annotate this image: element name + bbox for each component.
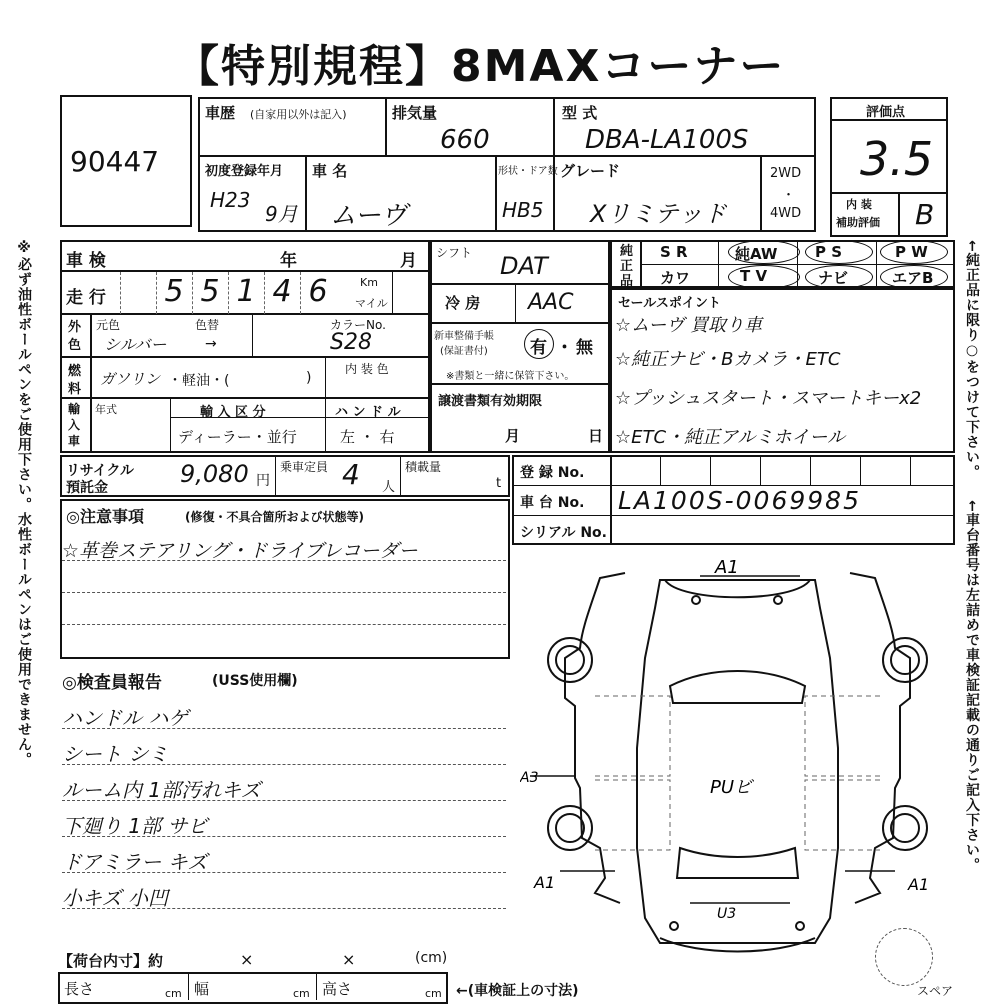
maintenance-label: 新車整備手帳	[434, 331, 494, 342]
drive-4wd: 4WD	[770, 206, 802, 221]
cargo-width: 幅	[194, 980, 210, 998]
sales-point-item: ☆純正ナビ・Bカメラ・ETC	[615, 349, 841, 370]
genuine-circle	[728, 240, 800, 264]
color-change-label: 色替	[195, 318, 220, 332]
cargo-note: ←(車検証上の寸法)	[456, 983, 579, 999]
handle-options: 左 ・ 右	[340, 428, 395, 446]
genuine-item: 純AW	[735, 245, 778, 263]
maintenance-sub: (保証書付)	[440, 346, 488, 357]
capacity-label: 乗車定員	[280, 460, 329, 474]
model-year-label: 年式	[95, 403, 117, 416]
grade-value: Xリミテッド	[590, 200, 727, 228]
color-change-value: →	[205, 336, 217, 352]
inspector-line: 下廻り 1部 サビ	[62, 814, 208, 838]
fuel-close: )	[306, 370, 312, 386]
registration-label: 登 録 No.	[520, 465, 585, 481]
odometer-digit: 4	[272, 274, 292, 309]
cargo-cm: cm	[425, 987, 442, 1000]
odometer-digit: 6	[308, 274, 328, 309]
fuel-label-2: 料	[68, 382, 82, 397]
inspection-year: 年	[280, 251, 297, 271]
original-color-value: シルバー	[104, 335, 167, 354]
inspector-line: 小キズ 小凹	[62, 886, 168, 910]
first-registration-era: H23	[210, 188, 251, 212]
displacement-label: 排気量	[392, 104, 438, 122]
exterior-label-1: 外	[68, 320, 82, 335]
interior-color-label: 内 装 色	[345, 362, 389, 376]
fuel-gasoline: ガソリン	[100, 370, 161, 388]
aircon-value: AAC	[528, 290, 574, 315]
import-type-options: ディーラー・並行	[178, 428, 297, 446]
first-registration-label: 初度登録年月	[205, 164, 284, 179]
history-label: 車歴	[205, 104, 236, 122]
load-unit: t	[496, 476, 502, 491]
car-name-value: ムーヴ	[330, 201, 407, 231]
grade-label: グレード	[560, 162, 621, 180]
exterior-label-2: 色	[68, 338, 82, 353]
cargo-cm: cm	[293, 987, 310, 1000]
cargo-x: ×	[240, 950, 254, 969]
inspector-line: ドアミラー キズ	[62, 850, 208, 874]
spare-tire	[875, 928, 933, 986]
drive-dot: ・	[782, 188, 796, 203]
transfer-day: 日	[588, 427, 604, 445]
notes-label: ◎注意事項	[66, 507, 144, 526]
mileage-label: 走 行	[66, 288, 106, 308]
chassis-value: LA100S-0069985	[618, 486, 861, 515]
inspection-label: 車 検	[66, 251, 106, 271]
model-value: DBA-LA100S	[585, 125, 749, 155]
history-note: (自家用以外は記入)	[250, 108, 347, 121]
genuine-label-1: 純	[620, 244, 634, 259]
evaluation-label: 評価点	[866, 105, 906, 120]
genuine-item: P S	[815, 243, 843, 261]
aircon-label: 冷 房	[445, 294, 481, 312]
diagram-label-a1-top: A1	[715, 557, 739, 578]
inspection-month: 月	[400, 251, 417, 271]
transfer-label: 譲渡書類有効期限	[438, 394, 543, 409]
handle-label: ハ ン ド ル	[335, 405, 401, 420]
diagram-label-a3: A3	[520, 770, 539, 786]
interior-sub-label: 補助評価	[836, 216, 880, 229]
odometer-digit: 5	[164, 274, 184, 309]
fuel-label-1: 燃	[68, 364, 82, 379]
load-label: 積載量	[405, 460, 442, 474]
genuine-circle	[880, 265, 948, 289]
diagram-label-roof: PUビ	[710, 777, 753, 798]
color-code-value: S28	[330, 330, 372, 355]
cargo-dimensions	[58, 972, 448, 1004]
genuine-label-3: 品	[620, 274, 634, 289]
shift-value: DAT	[500, 252, 548, 280]
capacity-value: 4	[342, 458, 360, 491]
notes-sub: (修復・不具合箇所および状態等)	[185, 510, 364, 524]
import-label-3: 車	[68, 434, 81, 448]
evaluation-score: 3.5	[860, 132, 934, 186]
diagram-label-a1-left: A1	[534, 873, 556, 892]
inspector-line: ハンドル ハゲ	[62, 706, 189, 730]
inspector-line: シート シミ	[62, 742, 169, 766]
cargo-height: 高さ	[322, 980, 353, 998]
genuine-circle	[805, 240, 873, 264]
genuine-item: ナビ	[818, 269, 849, 287]
page-title: 【特別規程】8MAXコーナー	[175, 41, 786, 92]
sales-point-item: ☆ETC・純正アルミホイール	[615, 427, 845, 448]
inspector-label: ◎検査員報告	[62, 673, 162, 693]
capacity-unit: 人	[382, 480, 396, 495]
recycle-label-1: リサイクル	[66, 463, 135, 479]
maintenance-no: 無	[576, 338, 593, 358]
interior-label: 内 装	[846, 198, 872, 211]
shift-label: シフト	[436, 246, 473, 260]
interior-grade: B	[915, 198, 935, 231]
shape-value: HB5	[502, 198, 544, 222]
chassis-label: 車 台 No.	[520, 495, 585, 511]
left-side-note: ※必ず油性ボールペンをご使用下さい。水性ボールペンはご使用できません。	[16, 240, 32, 767]
genuine-item: S R	[660, 243, 688, 261]
odometer	[120, 272, 345, 314]
import-type-label: 輸 入 区 分	[200, 405, 266, 420]
mileage-unit-km: Km	[360, 276, 378, 289]
genuine-circle	[805, 265, 873, 289]
genuine-item: カワ	[660, 269, 691, 287]
maintenance-sep: ・	[556, 338, 573, 358]
genuine-item: T V	[740, 267, 768, 285]
spare-label: スペア	[917, 984, 954, 998]
inspector-sub: (USS使用欄)	[212, 673, 298, 689]
genuine-circle	[880, 240, 948, 264]
model-label: 型 式	[562, 104, 598, 122]
genuine-item: エアB	[892, 269, 934, 287]
import-label-1: 輸	[68, 402, 81, 416]
genuine-circle	[728, 265, 800, 289]
cargo-length: 長さ	[64, 980, 95, 998]
odometer-digit: 1	[236, 274, 256, 309]
genuine-item: P W	[895, 243, 928, 261]
right-side-note-chassis: ←車台番号は左詰めで車検証記載の通りご記入下さい。	[964, 500, 980, 873]
original-color-label: 元色	[96, 318, 121, 332]
recycle-value: 9,080	[180, 460, 249, 488]
sales-points-label: セールスポイント	[618, 296, 721, 311]
car-damage-diagram	[520, 548, 955, 960]
car-name-label: 車 名	[312, 162, 348, 180]
genuine-label-2: 正	[620, 259, 634, 274]
cargo-x: ×	[342, 950, 356, 969]
first-registration-month: 9月	[265, 202, 298, 226]
color-code-label: カラーNo.	[330, 318, 386, 332]
displacement-value: 660	[440, 125, 490, 155]
cargo-cm: cm	[165, 987, 182, 1000]
sales-point-item: ☆プッシュスタート・スマートキーx2	[615, 388, 922, 409]
recycle-unit: 円	[256, 473, 270, 489]
fuel-options: ・軽油・(	[168, 373, 230, 389]
diagram-label-u3: U3	[717, 906, 737, 922]
cargo-label: 【荷台内寸】約	[58, 952, 164, 970]
transfer-month: 月	[505, 427, 521, 445]
import-label-2: 入	[68, 418, 81, 432]
lot-number: 90447	[70, 145, 160, 178]
serial-label: シリアル No.	[520, 525, 607, 541]
notes-text: ☆革巻ステアリング・ドライブレコーダー	[62, 540, 418, 562]
mileage-unit-mile: マイル	[355, 297, 388, 310]
right-side-note-genuine: ←純正品に限り○をつけて下さい。	[964, 240, 980, 480]
maintenance-note: ※書類と一緒に保管下さい。	[446, 371, 575, 382]
maintenance-yes: 有	[530, 338, 547, 358]
sales-point-item: ☆ムーヴ 買取り車	[615, 315, 762, 336]
drive-2wd: 2WD	[770, 166, 802, 181]
shape-label: 形状・ドア数	[498, 166, 558, 177]
recycle-label-2: 預託金	[66, 480, 108, 496]
odometer-digit: 5	[200, 274, 220, 309]
inspector-line: ルーム内 1部汚れキズ	[62, 778, 261, 802]
diagram-label-a1-right: A1	[908, 875, 930, 894]
cargo-unit: (cm)	[415, 950, 448, 966]
